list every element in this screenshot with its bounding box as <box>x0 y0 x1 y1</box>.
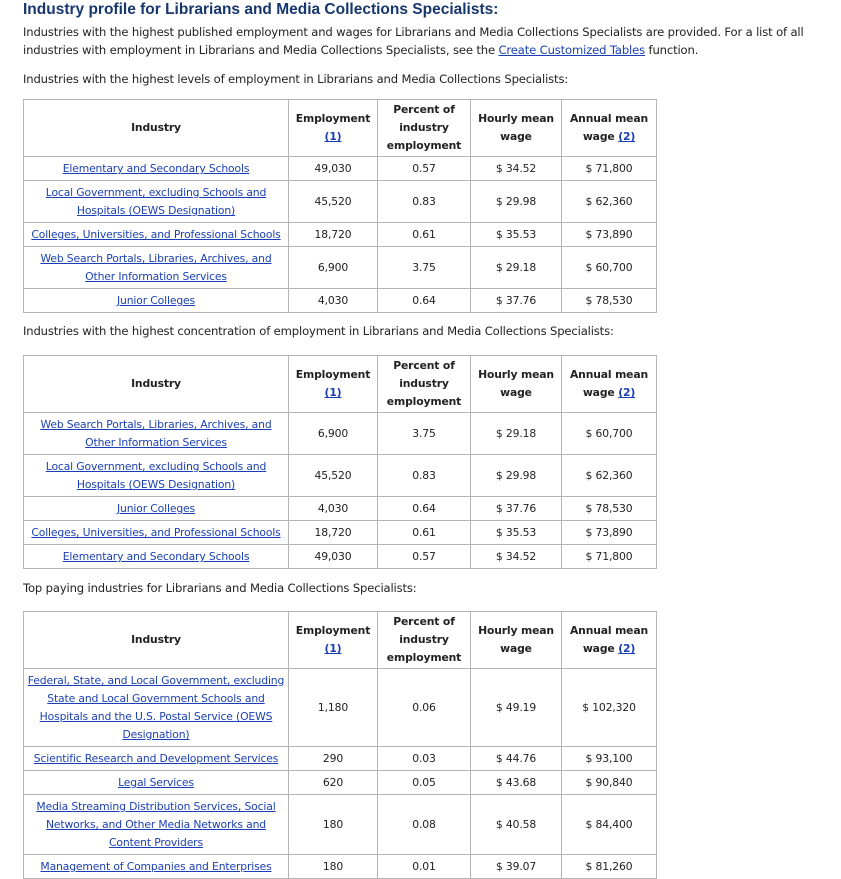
industry-cell <box>24 669 289 747</box>
hourly-wage-cell: $ 37.76 <box>471 289 562 313</box>
column-header-label: Industry <box>131 121 181 134</box>
percent-cell: 0.83 <box>378 181 471 223</box>
employment-cell: 45,520 <box>289 181 378 223</box>
employment-cell: 49,030 <box>289 545 378 569</box>
page-title: Industry profile for Librarians and Media Collections Specialists: <box>23 1 499 18</box>
table-row <box>24 497 657 521</box>
hourly-wage-cell: $ 29.18 <box>471 413 562 455</box>
employment-cell: 180 <box>289 855 378 879</box>
employment-cell: 49,030 <box>289 157 378 181</box>
hourly-wage-cell: $ 40.58 <box>471 795 562 855</box>
industry-table <box>23 355 657 569</box>
industry-link-junior-colleges[interactable]: Junior Colleges <box>116 294 195 307</box>
percent-cell: 0.64 <box>378 289 471 313</box>
column-header-label: Annual mean wage <box>569 112 649 143</box>
percent-cell: 0.57 <box>378 157 471 181</box>
industry-cell <box>24 545 289 569</box>
industry-cell <box>24 497 289 521</box>
create-customized-tables-link[interactable]: Create Customized Tables <box>498 43 645 57</box>
industry-column-header <box>24 100 289 157</box>
annual-wage-cell: $ 60,700 <box>562 413 657 455</box>
intro-text: Industries with the highest published employment and wages for Librarians and Media Collections Specialists are provided. For a list of all industries with employment in Librarians and Media Collections Specialists, see the <box>23 25 804 57</box>
annual-wage-cell: $ 93,100 <box>562 747 657 771</box>
employment-cell: 45,520 <box>289 455 378 497</box>
industry-link-web-search-portals-libraries-archives-and-other-information-services[interactable]: Web Search Portals, Libraries, Archives, and Other Information Services <box>40 252 272 283</box>
employment-cell: 18,720 <box>289 223 378 247</box>
industry-cell <box>24 157 289 181</box>
percent-cell: 0.05 <box>378 771 471 795</box>
column-header-label: Employment <box>295 624 371 637</box>
employment-cell: 620 <box>289 771 378 795</box>
industry-link-local-government-excluding-schools-and-hospitals-oews-designation[interactable]: Local Government, excluding Schools and Hospitals (OEWS Designation) <box>45 186 267 217</box>
column-header-label: Percent of industry employment <box>386 359 462 408</box>
industry-cell <box>24 855 289 879</box>
industry-link-legal-services[interactable]: Legal Services <box>118 776 194 789</box>
hourly-wage-column-header <box>471 100 562 157</box>
industry-cell <box>24 747 289 771</box>
industry-link-elementary-and-secondary-schools[interactable]: Elementary and Secondary Schools <box>62 550 250 563</box>
hourly-wage-cell: $ 34.52 <box>471 157 562 181</box>
table-caption: Industries with the highest concentration of employment in Librarians and Media Collections Specialists: <box>23 324 614 338</box>
employment-column-header <box>289 100 378 157</box>
industry-cell <box>24 455 289 497</box>
employment-column-header <box>289 356 378 413</box>
hourly-wage-cell: $ 43.68 <box>471 771 562 795</box>
hourly-wage-cell: $ 35.53 <box>471 521 562 545</box>
table-caption: Industries with the highest levels of employment in Librarians and Media Collections Specialists: <box>23 72 569 86</box>
industry-link-elementary-and-secondary-schools[interactable]: Elementary and Secondary Schools <box>62 162 250 175</box>
percent-cell: 0.03 <box>378 747 471 771</box>
annual-wage-cell: $ 84,400 <box>562 795 657 855</box>
annual-wage-footnote-link[interactable]: (2) <box>618 130 636 143</box>
employment-footnote-link[interactable]: (1) <box>324 130 342 143</box>
percent-cell: 3.75 <box>378 413 471 455</box>
annual-wage-cell: $ 71,800 <box>562 157 657 181</box>
industry-table <box>23 611 657 879</box>
column-header-label: Percent of industry employment <box>386 615 462 664</box>
hourly-wage-cell: $ 35.53 <box>471 223 562 247</box>
industry-cell <box>24 521 289 545</box>
intro-paragraph <box>23 23 835 59</box>
hourly-wage-cell: $ 29.98 <box>471 181 562 223</box>
industry-cell <box>24 223 289 247</box>
industry-link-colleges-universities-and-professional-schools[interactable]: Colleges, Universities, and Professional Schools <box>31 526 281 539</box>
table-header-row <box>24 100 657 157</box>
table-row <box>24 747 657 771</box>
hourly-wage-column-header <box>471 356 562 413</box>
percent-cell: 0.61 <box>378 521 471 545</box>
column-header-label: Industry <box>131 377 181 390</box>
hourly-wage-cell: $ 37.76 <box>471 497 562 521</box>
annual-wage-cell: $ 90,840 <box>562 771 657 795</box>
employment-cell: 290 <box>289 747 378 771</box>
industry-link-management-of-companies-and-enterprises[interactable]: Management of Companies and Enterprises <box>40 860 272 873</box>
employment-cell: 6,900 <box>289 247 378 289</box>
table-row <box>24 223 657 247</box>
hourly-wage-cell: $ 29.98 <box>471 455 562 497</box>
annual-wage-column-header <box>562 356 657 413</box>
industry-link-web-search-portals-libraries-archives-and-other-information-services[interactable]: Web Search Portals, Libraries, Archives, and Other Information Services <box>40 418 272 449</box>
employment-cell: 4,030 <box>289 289 378 313</box>
column-header-label: Hourly mean wage <box>478 624 554 655</box>
annual-wage-cell: $ 102,320 <box>562 669 657 747</box>
employment-footnote-link[interactable]: (1) <box>324 386 342 399</box>
annual-wage-cell: $ 73,890 <box>562 521 657 545</box>
percent-column-header <box>378 100 471 157</box>
employment-footnote-link[interactable]: (1) <box>324 642 342 655</box>
percent-cell: 0.08 <box>378 795 471 855</box>
hourly-wage-cell: $ 39.07 <box>471 855 562 879</box>
percent-column-header <box>378 356 471 413</box>
column-header-label: Percent of industry employment <box>386 103 462 152</box>
industry-link-local-government-excluding-schools-and-hospitals-oews-designation[interactable]: Local Government, excluding Schools and Hospitals (OEWS Designation) <box>45 460 267 491</box>
annual-wage-footnote-link[interactable]: (2) <box>618 386 636 399</box>
table-row <box>24 669 657 747</box>
table-caption: Top paying industries for Librarians and Media Collections Specialists: <box>23 581 417 595</box>
industry-column-header <box>24 612 289 669</box>
industry-tables <box>23 70 835 879</box>
employment-cell: 180 <box>289 795 378 855</box>
table-row <box>24 521 657 545</box>
percent-column-header <box>378 612 471 669</box>
employment-cell: 1,180 <box>289 669 378 747</box>
percent-cell: 0.06 <box>378 669 471 747</box>
table-row <box>24 771 657 795</box>
industry-column-header <box>24 356 289 413</box>
percent-cell: 0.01 <box>378 855 471 879</box>
table-row <box>24 855 657 879</box>
column-header-label: Annual mean wage <box>569 368 649 399</box>
column-header-label: Employment <box>295 112 371 125</box>
column-header-label: Annual mean wage <box>569 624 649 655</box>
employment-cell: 18,720 <box>289 521 378 545</box>
percent-cell: 3.75 <box>378 247 471 289</box>
column-header-label: Hourly mean wage <box>478 112 554 143</box>
annual-wage-footnote-link[interactable]: (2) <box>618 642 636 655</box>
industry-link-federal-state-and-local-government-excluding-state-and-local-government-schools-and-hospitals-and-the-u-s-postal-service-oews-designation[interactable]: Federal, State, and Local Government, excluding State and Local Government Schools and Hospitals and the U.S. Postal Service (OEWS Designation) <box>27 674 285 741</box>
annual-wage-cell: $ 60,700 <box>562 247 657 289</box>
annual-wage-cell: $ 71,800 <box>562 545 657 569</box>
industry-link-junior-colleges[interactable]: Junior Colleges <box>116 502 195 515</box>
industry-cell <box>24 795 289 855</box>
column-header-label: Employment <box>295 368 371 381</box>
industry-link-scientific-research-and-development-services[interactable]: Scientific Research and Development Services <box>33 752 279 765</box>
table-row <box>24 247 657 289</box>
industry-link-media-streaming-distribution-services-social-networks-and-other-media-networks-and-content-providers[interactable]: Media Streaming Distribution Services, Social Networks, and Other Media Networks and Content Providers <box>36 800 276 849</box>
intro-text-end: function. <box>645 43 699 57</box>
annual-wage-column-header <box>562 612 657 669</box>
table-row <box>24 289 657 313</box>
industry-cell <box>24 413 289 455</box>
percent-cell: 0.83 <box>378 455 471 497</box>
employment-column-header <box>289 612 378 669</box>
percent-cell: 0.61 <box>378 223 471 247</box>
hourly-wage-column-header <box>471 612 562 669</box>
table-row <box>24 545 657 569</box>
hourly-wage-cell: $ 49.19 <box>471 669 562 747</box>
employment-cell: 6,900 <box>289 413 378 455</box>
annual-wage-cell: $ 62,360 <box>562 181 657 223</box>
table-header-row <box>24 612 657 669</box>
industry-cell <box>24 247 289 289</box>
percent-cell: 0.57 <box>378 545 471 569</box>
industry-table <box>23 99 657 313</box>
annual-wage-cell: $ 78,530 <box>562 289 657 313</box>
hourly-wage-cell: $ 44.76 <box>471 747 562 771</box>
table-row <box>24 413 657 455</box>
annual-wage-column-header <box>562 100 657 157</box>
industry-cell <box>24 181 289 223</box>
annual-wage-cell: $ 62,360 <box>562 455 657 497</box>
industry-cell <box>24 771 289 795</box>
table-row <box>24 455 657 497</box>
table-row <box>24 157 657 181</box>
annual-wage-cell: $ 81,260 <box>562 855 657 879</box>
industry-profile-section <box>23 0 835 879</box>
industry-cell <box>24 289 289 313</box>
table-row <box>24 795 657 855</box>
industry-link-colleges-universities-and-professional-schools[interactable]: Colleges, Universities, and Professional Schools <box>31 228 281 241</box>
percent-cell: 0.64 <box>378 497 471 521</box>
hourly-wage-cell: $ 29.18 <box>471 247 562 289</box>
hourly-wage-cell: $ 34.52 <box>471 545 562 569</box>
table-header-row <box>24 356 657 413</box>
column-header-label: Hourly mean wage <box>478 368 554 399</box>
table-row <box>24 181 657 223</box>
annual-wage-cell: $ 78,530 <box>562 497 657 521</box>
employment-cell: 4,030 <box>289 497 378 521</box>
annual-wage-cell: $ 73,890 <box>562 223 657 247</box>
column-header-label: Industry <box>131 633 181 646</box>
